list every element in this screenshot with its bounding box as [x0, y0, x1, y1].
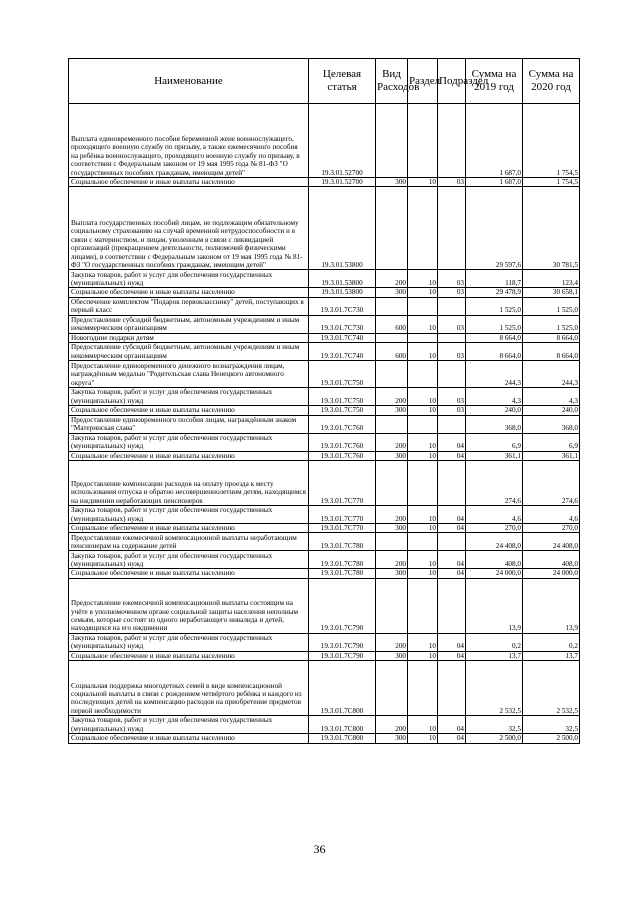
cell-subsection	[438, 461, 466, 506]
cell-target: 19.3.01.7С800	[309, 661, 376, 716]
table-row	[69, 187, 580, 270]
cell-expense-type: 600	[376, 315, 408, 333]
cell-section: 10	[408, 433, 438, 451]
cell-expense-type: 200	[376, 270, 408, 288]
cell-section: 10	[408, 343, 438, 361]
cell-expense-type	[376, 461, 408, 506]
header-target: Целевая статья	[309, 59, 376, 104]
cell-section	[408, 461, 438, 506]
cell-section	[408, 187, 438, 270]
cell-sum-2019: 1 525,0	[466, 297, 523, 315]
cell-section	[408, 104, 438, 178]
cell-expense-type	[376, 187, 408, 270]
table-header-row	[69, 59, 580, 104]
cell-sum-2019: 8 664,0	[466, 343, 523, 361]
table-row	[69, 270, 580, 288]
cell-section: 10	[408, 633, 438, 651]
cell-subsection	[438, 361, 466, 388]
cell-sum-2020: 1 754,5	[523, 178, 580, 187]
cell-subsection: 03	[438, 178, 466, 187]
cell-sum-2019: 29 597,6	[466, 187, 523, 270]
cell-sum-2019: 13,7	[466, 651, 523, 660]
cell-sum-2020: 270,0	[523, 524, 580, 533]
table-row	[69, 524, 580, 533]
cell-expense-type	[376, 361, 408, 388]
cell-name: Предоставление ежемесячной компенсационной выплаты состоящим на учёте в уполномоченном органе социальной защиты населения неполным семьям, которые состоят из одного неработающего инвалида и детей, находящихся на его иждивении	[69, 578, 309, 633]
cell-section: 10	[408, 651, 438, 660]
cell-name: Предоставление единовременного денежного вознаграждения лицам, награждённым медалью "Родительская слава Ненецкого автономного округа"	[69, 361, 309, 388]
cell-sum-2020: 13,9	[523, 578, 580, 633]
cell-name: Социальное обеспечение и иные выплаты населению	[69, 288, 309, 297]
cell-subsection: 04	[438, 524, 466, 533]
cell-expense-type: 200	[376, 716, 408, 734]
cell-subsection: 04	[438, 551, 466, 569]
cell-target: 19.3.01.52700	[309, 104, 376, 178]
cell-sum-2019: 270,0	[466, 524, 523, 533]
cell-sum-2020: 13,7	[523, 651, 580, 660]
cell-sum-2020: 408,0	[523, 551, 580, 569]
cell-section: 10	[408, 406, 438, 415]
cell-name: Предоставление ежемесячной компенсационной выплаты неработающим пенсионерам на содержание детей	[69, 533, 309, 551]
cell-expense-type	[376, 578, 408, 633]
cell-sum-2020: 274,6	[523, 461, 580, 506]
cell-subsection: 03	[438, 406, 466, 415]
cell-name: Предоставление компенсации расходов на оплату проезда к месту использования отпуска и обратно несовершеннолетним детям, находящимся на иждивении неработающих пенсионеров	[69, 461, 309, 506]
cell-expense-type: 600	[376, 343, 408, 361]
cell-target: 19.3.01.52700	[309, 178, 376, 187]
cell-subsection: 03	[438, 288, 466, 297]
cell-name: Социальное обеспечение и иные выплаты населению	[69, 734, 309, 743]
cell-sum-2019: 361,1	[466, 451, 523, 460]
cell-name: Предоставление единовременного пособия лицам, награждённым знаком "Материнская слава"	[69, 415, 309, 433]
cell-section	[408, 578, 438, 633]
cell-sum-2019: 13,9	[466, 578, 523, 633]
cell-sum-2020: 1 754,5	[523, 104, 580, 178]
cell-subsection: 03	[438, 315, 466, 333]
cell-name: Социальное обеспечение и иные выплаты населению	[69, 178, 309, 187]
cell-name: Социальное обеспечение и иные выплаты населению	[69, 651, 309, 660]
table-row	[69, 633, 580, 651]
table-row	[69, 361, 580, 388]
cell-target: 19.3.01.7С800	[309, 716, 376, 734]
table-row	[69, 178, 580, 187]
cell-section	[408, 333, 438, 342]
cell-sum-2020: 244,3	[523, 361, 580, 388]
cell-name: Предоставление субсидий бюджетным, автономным учреждениям и иным некоммерческим организациям	[69, 343, 309, 361]
table-row	[69, 406, 580, 415]
cell-sum-2019: 6,9	[466, 433, 523, 451]
cell-subsection: 03	[438, 388, 466, 406]
cell-section	[408, 297, 438, 315]
table-row	[69, 297, 580, 315]
cell-expense-type	[376, 661, 408, 716]
table-row	[69, 388, 580, 406]
table-row	[69, 333, 580, 342]
cell-target: 19.3.01.7С780	[309, 551, 376, 569]
table-row	[69, 461, 580, 506]
cell-name: Социальная поддержка многодетных семей в виде компенсационной социальной выплаты в связи с рождением четвёртого ребёнка и каждого из последующих детей на компенсацию расходов на приобретение предметов первой необходимости	[69, 661, 309, 716]
cell-sum-2020: 30 658,1	[523, 288, 580, 297]
cell-sum-2019: 2 532,5	[466, 661, 523, 716]
cell-sum-2020: 6,9	[523, 433, 580, 451]
cell-subsection	[438, 104, 466, 178]
cell-name: Социальное обеспечение и иные выплаты населению	[69, 524, 309, 533]
cell-section: 10	[408, 451, 438, 460]
cell-target: 19.3.01.7С740	[309, 343, 376, 361]
cell-subsection	[438, 578, 466, 633]
cell-subsection	[438, 333, 466, 342]
cell-expense-type: 200	[376, 388, 408, 406]
cell-section: 10	[408, 716, 438, 734]
cell-sum-2020: 1 525,0	[523, 297, 580, 315]
cell-subsection: 04	[438, 651, 466, 660]
cell-sum-2020: 24 000,0	[523, 569, 580, 578]
cell-sum-2019: 24 408,0	[466, 533, 523, 551]
table-body	[69, 104, 580, 744]
cell-subsection	[438, 297, 466, 315]
cell-name: Социальное обеспечение и иные выплаты населению	[69, 406, 309, 415]
cell-subsection	[438, 415, 466, 433]
cell-sum-2019: 8 664,0	[466, 333, 523, 342]
table-row	[69, 288, 580, 297]
cell-target: 19.3.01.7С760	[309, 415, 376, 433]
cell-target: 19.3.01.7С770	[309, 524, 376, 533]
cell-subsection: 04	[438, 569, 466, 578]
cell-subsection: 04	[438, 633, 466, 651]
cell-name: Выплата единовременного пособия беременной жене военнослужащего, проходящего военную службу по призыву, а также ежемесячного пособия на ребёнка военнослужащего, проходящего военную службу по призыву, в соответствии с Федеральным законом от 19 мая 1995 года № 81-ФЗ "О государственных пособиях гражданам, имеющим детей"	[69, 104, 309, 178]
cell-expense-type: 200	[376, 633, 408, 651]
cell-name: Закупка товаров, работ и услуг для обеспечения государственных (муниципальных) нужд	[69, 270, 309, 288]
cell-sum-2019: 4,6	[466, 506, 523, 524]
cell-target: 19.3.01.7С790	[309, 651, 376, 660]
cell-sum-2020: 361,1	[523, 451, 580, 460]
cell-subsection	[438, 187, 466, 270]
cell-expense-type	[376, 415, 408, 433]
cell-expense-type: 200	[376, 506, 408, 524]
cell-expense-type: 300	[376, 406, 408, 415]
cell-target: 19.3.01.7С750	[309, 388, 376, 406]
cell-target: 19.3.01.7С760	[309, 451, 376, 460]
cell-section: 10	[408, 288, 438, 297]
header-sum-2020: Сумма на 2020 год	[523, 59, 580, 104]
cell-expense-type	[376, 333, 408, 342]
cell-section: 10	[408, 734, 438, 743]
table-row	[69, 661, 580, 716]
cell-expense-type	[376, 297, 408, 315]
cell-name: Новогодние подарки детям	[69, 333, 309, 342]
cell-section	[408, 361, 438, 388]
cell-subsection: 04	[438, 451, 466, 460]
cell-expense-type: 300	[376, 734, 408, 743]
cell-sum-2020: 4,6	[523, 506, 580, 524]
cell-subsection: 04	[438, 734, 466, 743]
cell-sum-2020: 123,4	[523, 270, 580, 288]
cell-sum-2020: 1 525,0	[523, 315, 580, 333]
cell-sum-2019: 118,7	[466, 270, 523, 288]
cell-expense-type: 300	[376, 288, 408, 297]
cell-subsection	[438, 533, 466, 551]
cell-sum-2020: 2 500,0	[523, 734, 580, 743]
cell-section: 10	[408, 524, 438, 533]
cell-target: 19.3.01.7С790	[309, 578, 376, 633]
cell-name: Закупка товаров, работ и услуг для обеспечения государственных (муниципальных) нужд	[69, 388, 309, 406]
cell-subsection: 03	[438, 270, 466, 288]
cell-sum-2019: 274,6	[466, 461, 523, 506]
cell-name: Обеспечение комплектом "Подарок первокласснику" детей, поступающих в первый класс	[69, 297, 309, 315]
cell-sum-2019: 29 478,9	[466, 288, 523, 297]
cell-expense-type: 300	[376, 178, 408, 187]
cell-sum-2020: 4,3	[523, 388, 580, 406]
cell-sum-2020: 2 532,5	[523, 661, 580, 716]
cell-sum-2019: 240,0	[466, 406, 523, 415]
cell-sum-2020: 0,2	[523, 633, 580, 651]
cell-sum-2019: 4,3	[466, 388, 523, 406]
header-expense-type: Вид Расходов	[376, 59, 408, 104]
cell-target: 19.3.01.7С780	[309, 569, 376, 578]
cell-expense-type: 300	[376, 651, 408, 660]
table-row	[69, 533, 580, 551]
cell-sum-2019: 0,2	[466, 633, 523, 651]
cell-section	[408, 415, 438, 433]
cell-sum-2019: 2 500,0	[466, 734, 523, 743]
cell-name: Закупка товаров, работ и услуг для обеспечения государственных (муниципальных) нужд	[69, 506, 309, 524]
cell-target: 19.3.01.7С730	[309, 315, 376, 333]
cell-section	[408, 661, 438, 716]
cell-target: 19.3.01.53800	[309, 288, 376, 297]
table-row	[69, 506, 580, 524]
cell-name: Социальное обеспечение и иные выплаты населению	[69, 569, 309, 578]
cell-sum-2020: 8 664,0	[523, 333, 580, 342]
cell-sum-2020: 240,0	[523, 406, 580, 415]
cell-target: 19.3.01.53800	[309, 270, 376, 288]
cell-target: 19.3.01.7С740	[309, 333, 376, 342]
table-row	[69, 734, 580, 743]
table-row	[69, 716, 580, 734]
table-row	[69, 104, 580, 178]
cell-sum-2019: 244,3	[466, 361, 523, 388]
cell-section: 10	[408, 506, 438, 524]
cell-target: 19.3.01.7С750	[309, 406, 376, 415]
cell-sum-2019: 1 687,0	[466, 104, 523, 178]
cell-target: 19.3.01.7С750	[309, 361, 376, 388]
cell-name: Социальное обеспечение и иные выплаты населению	[69, 451, 309, 460]
cell-target: 19.3.01.7С760	[309, 433, 376, 451]
cell-subsection: 04	[438, 433, 466, 451]
cell-expense-type: 200	[376, 433, 408, 451]
cell-target: 19.3.01.7С770	[309, 506, 376, 524]
table-row	[69, 415, 580, 433]
header-sum-2019: Сумма на 2019 год	[466, 59, 523, 104]
header-section: Раздел	[408, 59, 438, 104]
cell-sum-2019: 408,0	[466, 551, 523, 569]
table-row	[69, 569, 580, 578]
cell-expense-type: 300	[376, 524, 408, 533]
table-row	[69, 578, 580, 633]
cell-name: Предоставление субсидий бюджетным, автономным учреждениям и иным некоммерческим организациям	[69, 315, 309, 333]
header-subsection: Подраздел	[438, 59, 466, 104]
cell-section: 10	[408, 569, 438, 578]
cell-subsection: 04	[438, 716, 466, 734]
cell-sum-2019: 1 687,0	[466, 178, 523, 187]
cell-subsection	[438, 661, 466, 716]
cell-sum-2019: 24 000,0	[466, 569, 523, 578]
cell-sum-2020: 30 781,5	[523, 187, 580, 270]
cell-sum-2020: 24 408,0	[523, 533, 580, 551]
cell-name: Закупка товаров, работ и услуг для обеспечения государственных (муниципальных) нужд	[69, 716, 309, 734]
cell-expense-type: 200	[376, 551, 408, 569]
cell-target: 19.3.01.7С780	[309, 533, 376, 551]
table-row	[69, 315, 580, 333]
cell-name: Закупка товаров, работ и услуг для обеспечения государственных (муниципальных) нужд	[69, 551, 309, 569]
cell-expense-type: 300	[376, 451, 408, 460]
cell-sum-2020: 8 664,0	[523, 343, 580, 361]
cell-target: 19.3.01.53800	[309, 187, 376, 270]
cell-section: 10	[408, 551, 438, 569]
page-number: 36	[313, 842, 326, 856]
cell-target: 19.3.01.7С800	[309, 734, 376, 743]
table-row	[69, 551, 580, 569]
cell-target: 19.3.01.7С790	[309, 633, 376, 651]
cell-sum-2019: 368,0	[466, 415, 523, 433]
cell-section: 10	[408, 388, 438, 406]
cell-sum-2019: 1 525,0	[466, 315, 523, 333]
cell-sum-2019: 32,5	[466, 716, 523, 734]
cell-section: 10	[408, 270, 438, 288]
cell-section: 10	[408, 315, 438, 333]
cell-subsection: 03	[438, 343, 466, 361]
cell-name: Закупка товаров, работ и услуг для обеспечения государственных (муниципальных) нужд	[69, 433, 309, 451]
cell-section: 10	[408, 178, 438, 187]
table-row	[69, 343, 580, 361]
cell-section	[408, 533, 438, 551]
cell-target: 19.3.01.7С770	[309, 461, 376, 506]
cell-sum-2020: 368,0	[523, 415, 580, 433]
cell-name: Закупка товаров, работ и услуг для обеспечения государственных (муниципальных) нужд	[69, 633, 309, 651]
cell-name: Выплата государственных пособий лицам, не подлежащим обязательному социальному страхованию на случай временной нетрудоспособности и в связи с материнством, и лицам, уволенным в связи с ликвидацией организаций (прекращением деятельности, полномочий физическими лицами), в соответствии с Федеральным законом от 19 мая 1995 года № 81-ФЗ "О государственных пособиях гражданам, имеющим детей"	[69, 187, 309, 270]
cell-sum-2020: 32,5	[523, 716, 580, 734]
cell-target: 19.3.01.7С730	[309, 297, 376, 315]
table-row	[69, 433, 580, 451]
cell-subsection: 04	[438, 506, 466, 524]
budget-table	[68, 58, 580, 744]
cell-expense-type	[376, 104, 408, 178]
table-row	[69, 651, 580, 660]
cell-expense-type: 300	[376, 569, 408, 578]
cell-expense-type	[376, 533, 408, 551]
header-name: Наименование	[69, 59, 309, 104]
table-row	[69, 451, 580, 460]
